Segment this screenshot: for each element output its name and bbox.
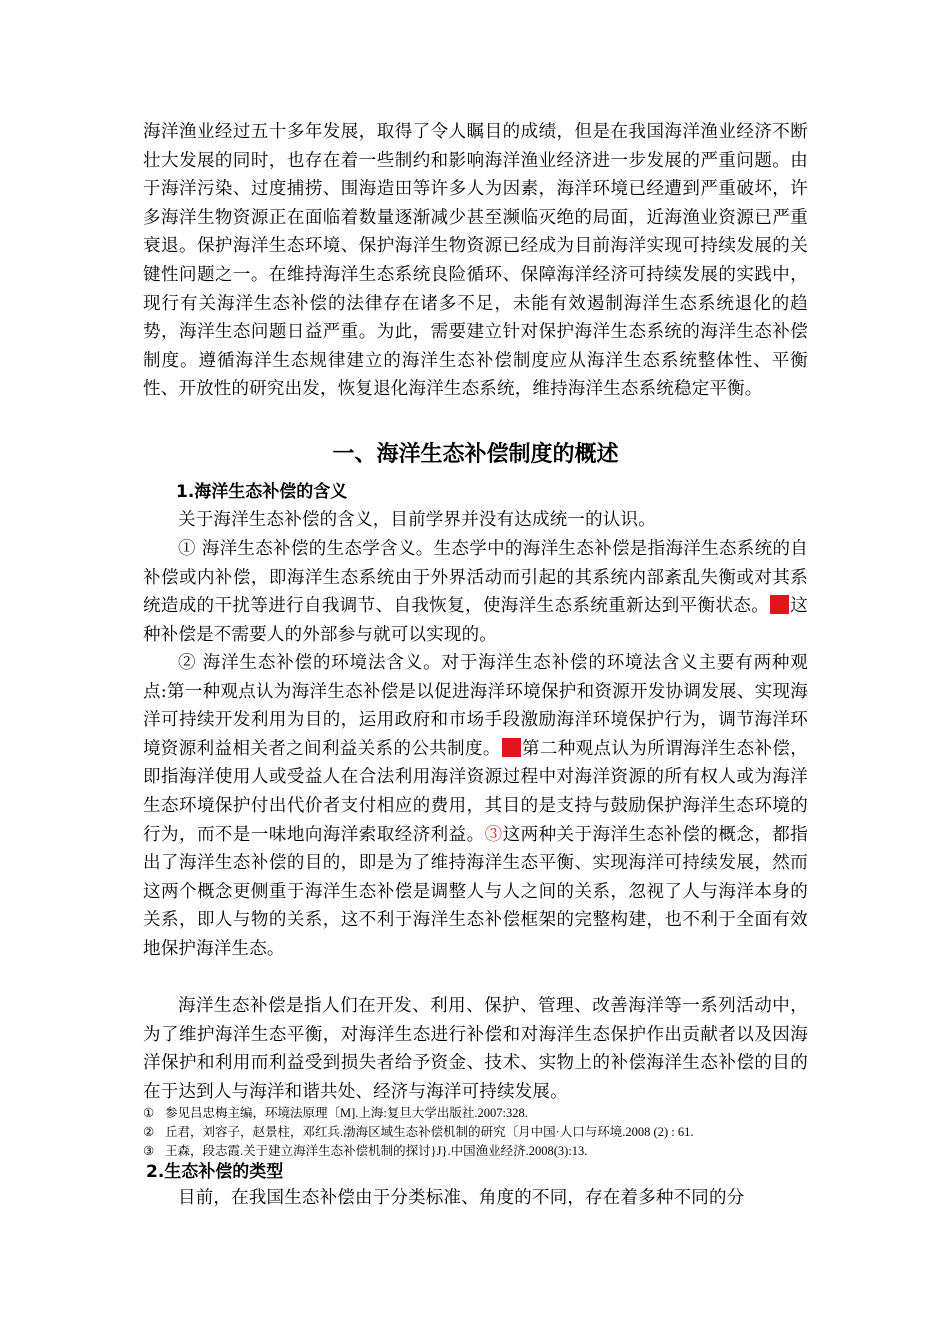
paragraph-legal-meaning — [143, 649, 808, 964]
footnote-number: ② — [143, 1125, 155, 1139]
paragraph-text: ① 海洋生态补偿的生态学含义。生态学中的海洋生态补偿是指海洋生态系统的自补偿或内补偿，即海洋生态系统由于外界活动而引起的其系统内部紊乱失衡或对其系统造成的干扰等进行自我调节、自我恢复，使海洋生态系统重新达到平衡状态。 — [143, 539, 808, 617]
paragraph-text: 第二种观点认为所谓海洋生态补偿，即指海洋使用人或受益人在合法利用海洋资源过程中对海洋资源的所有权人或为海洋生态环境保护付出代价者支付相应的费用，其目的是支持与鼓励保护海洋生态环境的行为，而不是一味地向海洋索取经济利益。 — [143, 738, 809, 845]
footnote-marker-1 — [770, 595, 789, 614]
paragraph-definition-intro: 关于海洋生态补偿的含义，目前学界并没有达成统一的认识。 — [178, 510, 656, 530]
paragraph-definition: 海洋生态补偿是指人们在开发、利用、保护、管理、改善海洋等一系列活动中，为了维护海洋生态平衡，对海洋生态进行补偿和对海洋生态保护作出贡献者以及因海洋保护和利用而利益受到损失者给予资金、技术、实物上的补偿海洋生态补偿的目的在于达到人与海洋和谐共处、经济与海洋可持续发展。 — [143, 996, 808, 1102]
footnote-marker-3: ③ — [484, 824, 503, 845]
intro-paragraph: 海洋渔业经过五十多年发展，取得了令人瞩目的成绩，但是在我国海洋渔业经济不断壮大发展的同时，也存在着一些制约和影响海洋渔业经济进一步发展的严重问题。由于海洋污染、过度捕捞、围海造田等许多人为因素，海洋环境已经遭到严重破坏，许多海洋生物资源正在面临着数量逐渐减少甚至濒临灭绝的局面，近海渔业资源已严重衰退。保护海洋生态环境、保护海洋生物资源已经成为目前海洋实现可持续发展的关键性问题之一。在维持海洋生态系统良险循环、保障海洋经济可持续发展的实践中，现行有关海洋生态补偿的法律存在诸多不足，未能有效遏制海洋生态系统退化的趋势，海洋生态问题日益严重。为此，需要建立针对保护海洋生态系统的海洋生态补偿制度。遵循海洋生态规律建立的海洋生态补偿制度应从海洋生态系统整体性、平衡性、开放性的研究出发，恢复退化海洋生态系统，维持海洋生态系统稳定平衡。 — [143, 122, 808, 400]
footnote-text: 丘君，刘容子，赵景柱，邓红兵.渤海区域生态补偿机制的研究〔月中国·人口与环境.2008 (2) : 61. — [165, 1125, 694, 1139]
subsection-1-title: 1.海洋生态补偿的含义 — [176, 482, 348, 502]
paragraph-types-intro: 目前，在我国生态补偿由于分类标准、角度的不同，存在着多种不同的分 — [178, 1188, 745, 1208]
footnote-number: ① — [143, 1106, 155, 1120]
footnote-3 — [143, 1142, 587, 1161]
paragraph-ecological-meaning — [143, 535, 808, 649]
paragraph-text: 这两种关于海洋生态补偿的概念，都指出了海洋生态补偿的目的，即是为了维持海洋生态平衡、实现海洋可持续发展，然而这两个概念更侧重于海洋生态补偿是调整人与人之间的关系，忽视了人与海洋本身的关系，即人与物的关系，这不利于海洋生态补偿框架的完整构建，也不利于全面有效地保护海洋生态。 — [143, 824, 808, 959]
subsection-2-title: 2.生态补偿的类型 — [146, 1162, 284, 1182]
footnote-2 — [143, 1123, 693, 1142]
footnote-number: ③ — [143, 1144, 155, 1158]
footnote-text: 参见吕忠梅主编，环境法原理〔M].上海:复旦大学出版社.2007:328. — [165, 1106, 528, 1120]
paragraph-text: ② 海洋生态补偿的环境法含义。对于海洋生态补偿的环境法含义主要有两种观点:第一种观点认为海洋生态补偿是以促进海洋环境保护和资源开发协调发展、实现海洋可持续开发利用为目的，运用政府和市场手段激励海洋环境保护行为，调节海洋环境资源利益相关者之间利益关系的公共制度。 — [143, 653, 808, 759]
paragraph-text: 这种补偿是不需要人的外部参与就可以实现的。 — [143, 596, 808, 645]
footnote-marker-2 — [502, 738, 521, 757]
section-heading: 一、海洋生态补偿制度的概述 — [332, 442, 619, 467]
footnote-text: 王森，段志霞.关于建立海洋生态补偿机制的探讨}J}.中国渔业经济.2008(3):13. — [165, 1144, 588, 1158]
footnote-1 — [143, 1104, 528, 1123]
